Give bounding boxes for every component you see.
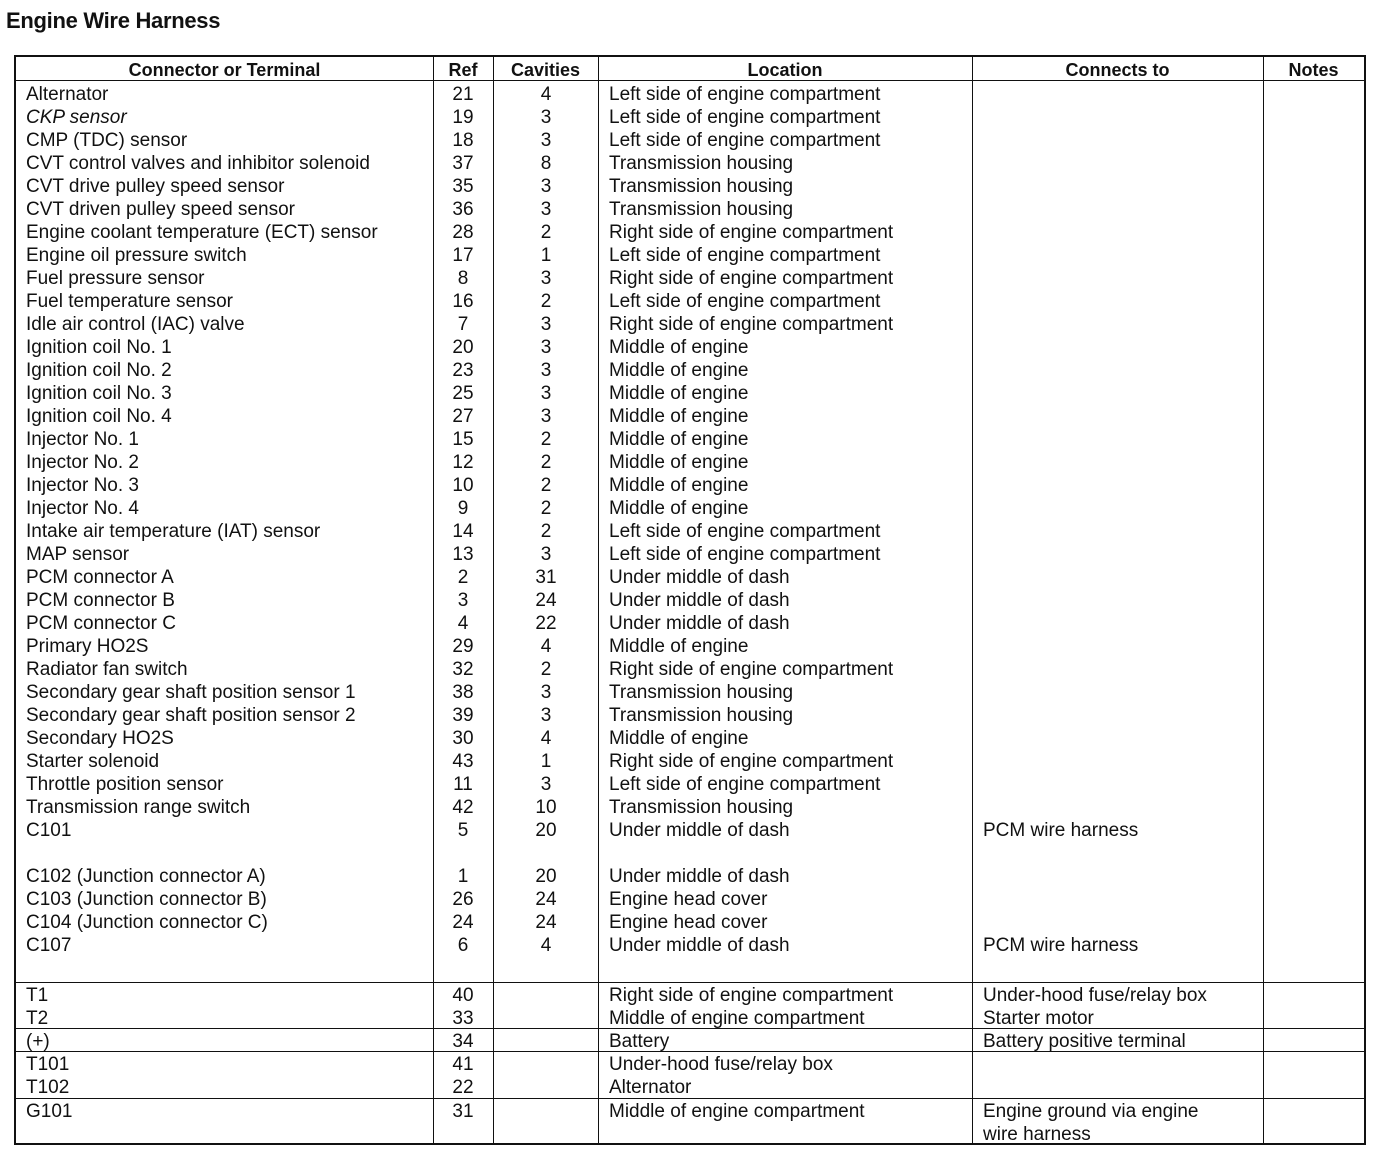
cavities-count: 4 <box>540 728 552 749</box>
ref-number: 10 <box>452 475 474 496</box>
connector-name: C107 <box>26 935 72 956</box>
location-text: Middle of engine compartment <box>609 1101 865 1122</box>
location-text: Right side of engine compartment <box>609 659 894 680</box>
cavities-count: 24 <box>535 889 557 910</box>
header-notes: Notes <box>1288 60 1339 80</box>
cavities-count <box>496 1007 596 1030</box>
connects-to-text: Under-hood fuse/relay box <box>983 985 1207 1006</box>
cavities-count <box>496 1123 596 1146</box>
connector-name: Injector No. 4 <box>26 498 139 519</box>
connects-to-text: PCM wire harness <box>983 935 1139 956</box>
ref-number: 25 <box>452 383 474 404</box>
location-text: Under middle of dash <box>609 935 790 956</box>
connector-name: CVT driven pulley speed sensor <box>26 199 295 220</box>
location-text: Under-hood fuse/relay box <box>609 1054 833 1075</box>
ref-number: 9 <box>457 498 469 519</box>
location-text: Transmission housing <box>609 176 794 197</box>
connector-name: Engine coolant temperature (ECT) sensor <box>26 222 378 243</box>
ref-number: 17 <box>452 245 474 266</box>
cavities-count: 4 <box>540 636 552 657</box>
ref-number: 12 <box>452 452 474 473</box>
location-text: Left side of engine compartment <box>609 521 881 542</box>
ref-number: 37 <box>452 153 474 174</box>
connector-name: T102 <box>26 1077 70 1098</box>
connector-name: CMP (TDC) sensor <box>26 130 188 151</box>
ref-number: 41 <box>452 1054 474 1075</box>
cavities-count: 3 <box>540 544 552 565</box>
ref-number: 14 <box>452 521 474 542</box>
connector-name: Ignition coil No. 2 <box>26 360 172 381</box>
cavities-count: 3 <box>540 774 552 795</box>
cavities-count: 1 <box>540 751 552 772</box>
connects-to-text: wire harness <box>983 1124 1091 1145</box>
ref-number: 40 <box>452 985 474 1006</box>
connector-name: MAP sensor <box>26 544 130 565</box>
location-text: Middle of engine <box>609 383 749 404</box>
location-text: Left side of engine compartment <box>609 774 881 795</box>
location-text: Engine head cover <box>609 912 768 933</box>
cavities-count: 4 <box>540 935 552 956</box>
header-connector: Connector or Terminal <box>128 60 321 80</box>
location-text: Transmission housing <box>609 199 794 220</box>
connector-name: Ignition coil No. 4 <box>26 406 172 427</box>
connector-name: Ignition coil No. 3 <box>26 383 172 404</box>
cavities-count: 20 <box>535 866 557 887</box>
connector-name: Fuel pressure sensor <box>26 268 205 289</box>
location-text: Left side of engine compartment <box>609 84 881 105</box>
connector-name: T101 <box>26 1054 70 1075</box>
cavities-count: 2 <box>540 521 552 542</box>
ref-number: 18 <box>452 130 474 151</box>
cavities-count: 3 <box>540 199 552 220</box>
cavities-count: 31 <box>535 567 557 588</box>
location-text: Left side of engine compartment <box>609 291 881 312</box>
cavities-count: 3 <box>540 314 552 335</box>
connector-name: Primary HO2S <box>26 636 149 657</box>
ref-number: 26 <box>452 889 474 910</box>
cavities-count <box>496 1030 596 1053</box>
ref-number: 16 <box>452 291 474 312</box>
connector-name: C103 (Junction connector B) <box>26 889 267 910</box>
column-divider <box>493 57 494 1143</box>
ref-number: 28 <box>452 222 474 243</box>
header-location: Location <box>747 60 823 80</box>
ref-number: 21 <box>452 84 474 105</box>
ref-number: 5 <box>457 820 469 841</box>
ref-number: 34 <box>452 1031 474 1052</box>
ref-number: 4 <box>457 613 469 634</box>
location-text: Under middle of dash <box>609 866 790 887</box>
location-text: Under middle of dash <box>609 590 790 611</box>
ref-number: 42 <box>452 797 474 818</box>
header-cavities: Cavities <box>510 60 581 80</box>
ref-number: 36 <box>452 199 474 220</box>
location-text: Under middle of dash <box>609 567 790 588</box>
cavities-count: 3 <box>540 406 552 427</box>
cavities-count: 2 <box>540 429 552 450</box>
ref-number: 32 <box>452 659 474 680</box>
ref-number: 19 <box>452 107 474 128</box>
connector-name: Fuel temperature sensor <box>26 291 233 312</box>
connects-to-text: Engine ground via engine <box>983 1101 1199 1122</box>
cavities-count: 8 <box>540 153 552 174</box>
connector-name: C101 <box>26 820 72 841</box>
location-text: Middle of engine <box>609 498 749 519</box>
connector-name: Engine oil pressure switch <box>26 245 247 266</box>
ref-number: 2 <box>457 567 469 588</box>
location-text: Engine head cover <box>609 889 768 910</box>
location-text: Left side of engine compartment <box>609 245 881 266</box>
location-text: Under middle of dash <box>609 820 790 841</box>
ref-number: 39 <box>452 705 474 726</box>
location-text: Alternator <box>609 1077 692 1098</box>
location-text: Right side of engine compartment <box>609 751 894 772</box>
location-text: Middle of engine <box>609 360 749 381</box>
connector-name: Secondary HO2S <box>26 728 174 749</box>
connector-name: PCM connector B <box>26 590 175 611</box>
cavities-count: 3 <box>540 130 552 151</box>
location-text: Left side of engine compartment <box>609 107 881 128</box>
cavities-count: 3 <box>540 176 552 197</box>
ref-number: 15 <box>452 429 474 450</box>
page-title: Engine Wire Harness <box>6 8 221 33</box>
cavities-count <box>496 1100 596 1123</box>
location-text: Transmission housing <box>609 682 794 703</box>
location-text: Middle of engine <box>609 452 749 473</box>
cavities-count: 2 <box>540 475 552 496</box>
location-text: Middle of engine <box>609 429 749 450</box>
cavities-count: 3 <box>540 337 552 358</box>
section-rule <box>16 982 1364 983</box>
connector-name: C102 (Junction connector A) <box>26 866 266 887</box>
connector-name: Injector No. 1 <box>26 429 139 450</box>
ref-number: 7 <box>457 314 469 335</box>
cavities-count: 3 <box>540 268 552 289</box>
cavities-count <box>496 984 596 1007</box>
connector-name: Starter solenoid <box>26 751 160 772</box>
connector-name: Intake air temperature (IAT) sensor <box>26 521 321 542</box>
connector-name: Radiator fan switch <box>26 659 188 680</box>
ref-number: 6 <box>457 935 469 956</box>
location-text: Under middle of dash <box>609 613 790 634</box>
ref-number: 31 <box>452 1101 474 1122</box>
connector-name: T2 <box>26 1008 49 1029</box>
connector-name: CKP sensor <box>26 107 127 128</box>
cavities-count: 2 <box>540 498 552 519</box>
ref-number: 29 <box>452 636 474 657</box>
connector-name: C104 (Junction connector C) <box>26 912 268 933</box>
ref-number: 13 <box>452 544 474 565</box>
location-text: Right side of engine compartment <box>609 985 894 1006</box>
connector-name: CVT control valves and inhibitor solenoid <box>26 153 370 174</box>
location-text: Right side of engine compartment <box>609 268 894 289</box>
location-text: Left side of engine compartment <box>609 544 881 565</box>
location-text: Middle of engine <box>609 636 749 657</box>
ref-number: 38 <box>452 682 474 703</box>
connector-name: T1 <box>26 985 49 1006</box>
connector-name: Secondary gear shaft position sensor 2 <box>26 705 356 726</box>
ref-number: 1 <box>457 866 469 887</box>
location-text: Middle of engine compartment <box>609 1008 865 1029</box>
location-text: Middle of engine <box>609 406 749 427</box>
location-text: Middle of engine <box>609 337 749 358</box>
cavities-count: 2 <box>540 452 552 473</box>
location-text: Left side of engine compartment <box>609 130 881 151</box>
ref-number: 35 <box>452 176 474 197</box>
ref-number: 30 <box>452 728 474 749</box>
connector-name: Throttle position sensor <box>26 774 224 795</box>
location-text: Right side of engine compartment <box>609 314 894 335</box>
cavities-count <box>496 1076 596 1099</box>
cavities-count: 2 <box>540 659 552 680</box>
cavities-count: 3 <box>540 107 552 128</box>
location-text: Battery <box>609 1031 670 1052</box>
wire-harness-table <box>14 55 1366 1145</box>
ref-number: 8 <box>457 268 469 289</box>
ref-number: 23 <box>452 360 474 381</box>
cavities-count: 24 <box>535 590 557 611</box>
column-divider <box>972 57 973 1143</box>
cavities-count: 4 <box>540 84 552 105</box>
connector-name: Injector No. 3 <box>26 475 139 496</box>
cavities-count: 1 <box>540 245 552 266</box>
header-connects-to: Connects to <box>1065 60 1170 80</box>
connects-to-text: PCM wire harness <box>983 820 1139 841</box>
location-text: Middle of engine <box>609 475 749 496</box>
location-text: Middle of engine <box>609 728 749 749</box>
connector-name: PCM connector A <box>26 567 174 588</box>
location-text: Transmission housing <box>609 797 794 818</box>
ref-number: 24 <box>452 912 474 933</box>
cavities-count: 22 <box>535 613 557 634</box>
connector-name: Transmission range switch <box>26 797 251 818</box>
ref-number: 3 <box>457 590 469 611</box>
cavities-count: 2 <box>540 291 552 312</box>
ref-number: 27 <box>452 406 474 427</box>
ref-number: 22 <box>452 1077 474 1098</box>
connects-to-text: Battery positive terminal <box>983 1031 1186 1052</box>
ref-number: 11 <box>453 774 473 795</box>
location-text: Transmission housing <box>609 705 794 726</box>
connector-name: Alternator <box>26 84 109 105</box>
connector-name: Secondary gear shaft position sensor 1 <box>26 682 356 703</box>
column-divider <box>1263 57 1264 1143</box>
connector-name: CVT drive pulley speed sensor <box>26 176 285 197</box>
connector-name: G101 <box>26 1101 73 1122</box>
ref-number: 20 <box>452 337 474 358</box>
header-ref: Ref <box>448 60 478 80</box>
connector-name: Idle air control (IAC) valve <box>26 314 245 335</box>
cavities-count <box>496 1053 596 1076</box>
ref-number <box>433 1123 493 1146</box>
ref-number: 33 <box>452 1008 474 1029</box>
location-text: Transmission housing <box>609 153 794 174</box>
cavities-count: 3 <box>540 383 552 404</box>
ref-number: 43 <box>452 751 474 772</box>
cavities-count: 2 <box>540 222 552 243</box>
location-text: Right side of engine compartment <box>609 222 894 243</box>
column-divider <box>598 57 599 1143</box>
connector-name: (+) <box>26 1031 50 1052</box>
connector-name: PCM connector C <box>26 613 176 634</box>
connector-name: Ignition coil No. 1 <box>26 337 172 358</box>
connector-name: Injector No. 2 <box>26 452 139 473</box>
cavities-count: 3 <box>540 682 552 703</box>
cavities-count: 3 <box>540 705 552 726</box>
cavities-count: 10 <box>535 797 557 818</box>
connects-to-text: Starter motor <box>983 1008 1094 1029</box>
cavities-count: 24 <box>535 912 557 933</box>
cavities-count: 3 <box>540 360 552 381</box>
cavities-count: 20 <box>535 820 557 841</box>
